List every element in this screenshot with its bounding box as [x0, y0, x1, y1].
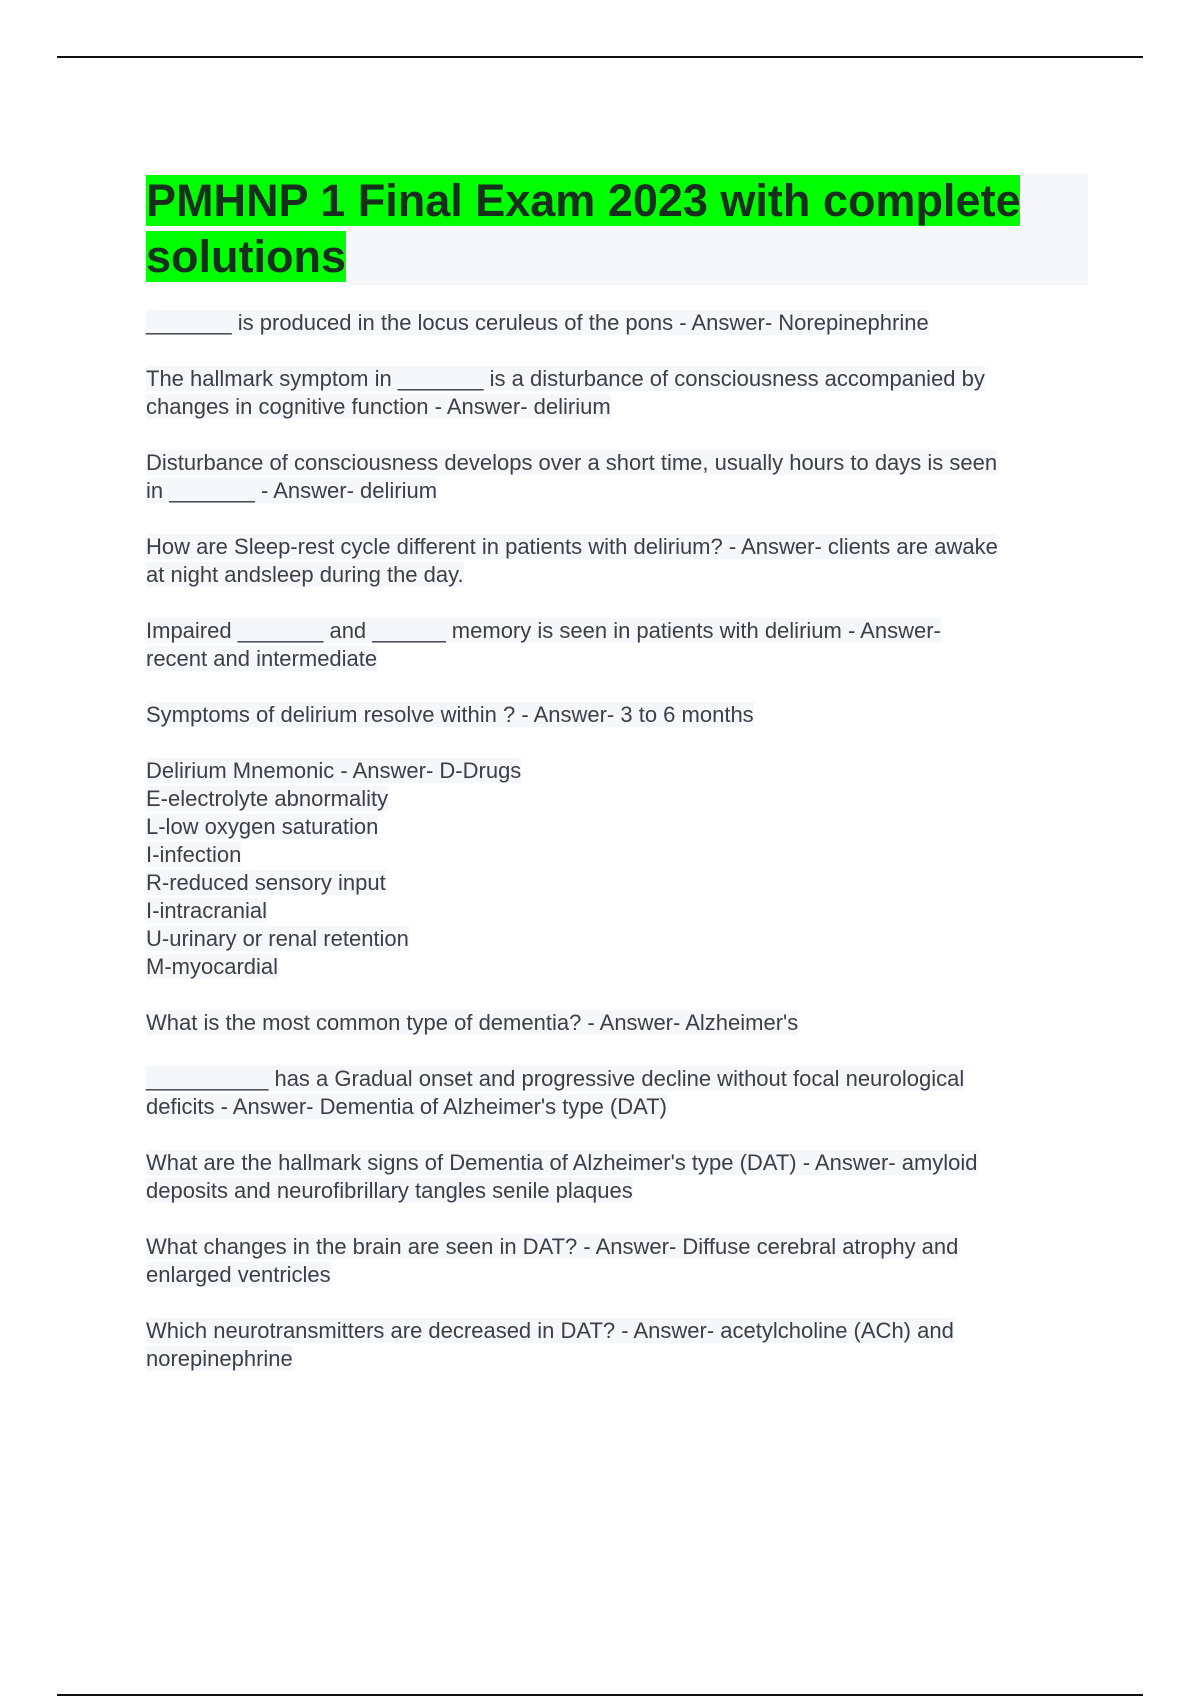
qa-text: __________ has a Gradual onset and progressive decline without focal neurological [146, 1066, 965, 1091]
qa-line [146, 617, 1088, 645]
qa-text: Impaired _______ and ______ memory is seen in patients with delirium - Answer- [146, 618, 941, 643]
qa-line [146, 1093, 1088, 1121]
qa-text: R-reduced sensory input [146, 870, 386, 895]
document-body [146, 173, 1088, 1401]
qa-text: What changes in the brain are seen in DAT? - Answer- Diffuse cerebral atrophy and [146, 1234, 959, 1259]
qa-entry [146, 1317, 1088, 1373]
qa-text: M-myocardial [146, 954, 279, 979]
qa-text: I-intracranial [146, 898, 268, 923]
qa-text: deposits and neurofibrillary tangles senile plaques [146, 1178, 633, 1203]
qa-entry [146, 1065, 1088, 1121]
qa-entry [146, 1233, 1088, 1289]
bottom-rule [57, 1694, 1143, 1696]
qa-text: in _______ - Answer- delirium [146, 478, 438, 503]
qa-line [146, 645, 1088, 673]
title-line-1: PMHNP 1 Final Exam 2023 with complete [146, 175, 1021, 226]
qa-text: enlarged ventricles [146, 1262, 331, 1287]
qa-entry [146, 365, 1088, 421]
qa-line [146, 1317, 1088, 1345]
qa-line [146, 309, 1088, 337]
qa-text: recent and intermediate [146, 646, 378, 671]
qa-text: deficits - Answer- Dementia of Alzheimer's type (DAT) [146, 1094, 667, 1119]
qa-line [146, 869, 1088, 897]
qa-line [146, 1345, 1088, 1373]
qa-line [146, 953, 1088, 981]
qa-line [146, 1149, 1088, 1177]
qa-text: Disturbance of consciousness develops over a short time, usually hours to days is seen [146, 450, 998, 475]
qa-text: What is the most common type of dementia? - Answer- Alzheimer's [146, 1010, 799, 1035]
qa-entry [146, 617, 1088, 673]
qa-text: The hallmark symptom in _______ is a disturbance of consciousness accompanied by [146, 366, 985, 391]
qa-text: U-urinary or renal retention [146, 926, 409, 951]
qa-text: Symptoms of delirium resolve within ? - Answer- 3 to 6 months [146, 702, 754, 727]
qa-text: changes in cognitive function - Answer- delirium [146, 394, 611, 419]
qa-line [146, 1233, 1088, 1261]
qa-text: Delirium Mnemonic - Answer- D-Drugs [146, 758, 522, 783]
qa-line [146, 841, 1088, 869]
qa-entry [146, 533, 1088, 589]
qa-entry [146, 1009, 1088, 1037]
page-title [146, 173, 1088, 285]
title-block [146, 173, 1088, 285]
qa-line [146, 701, 1088, 729]
qa-line [146, 477, 1088, 505]
qa-line [146, 393, 1088, 421]
qa-entry [146, 701, 1088, 729]
qa-line [146, 1009, 1088, 1037]
qa-line [146, 1261, 1088, 1289]
qa-entry [146, 449, 1088, 505]
qa-line [146, 897, 1088, 925]
qa-text: How are Sleep-rest cycle different in patients with delirium? - Answer- clients are awake [146, 534, 998, 559]
qa-entry [146, 309, 1088, 337]
qa-line [146, 1177, 1088, 1205]
qa-line [146, 757, 1088, 785]
qa-line [146, 925, 1088, 953]
qa-line [146, 785, 1088, 813]
qa-line [146, 561, 1088, 589]
qa-line [146, 1065, 1088, 1093]
qa-entry [146, 757, 1088, 981]
qa-text: I-infection [146, 842, 242, 867]
qa-text: norepinephrine [146, 1346, 293, 1371]
qa-entry [146, 1149, 1088, 1205]
qa-line [146, 813, 1088, 841]
title-line-2: solutions [146, 231, 346, 282]
qa-text: at night andsleep during the day. [146, 562, 464, 587]
qa-text: _______ is produced in the locus ceruleus of the pons - Answer- Norepinephrine [146, 310, 929, 335]
qa-list [146, 309, 1088, 1373]
top-rule [57, 56, 1143, 58]
qa-text: Which neurotransmitters are decreased in DAT? - Answer- acetylcholine (ACh) and [146, 1318, 954, 1343]
qa-text: What are the hallmark signs of Dementia of Alzheimer's type (DAT) - Answer- amyloid [146, 1150, 978, 1175]
qa-line [146, 449, 1088, 477]
qa-line [146, 533, 1088, 561]
qa-text: E-electrolyte abnormality [146, 786, 389, 811]
qa-text: L-low oxygen saturation [146, 814, 379, 839]
qa-line [146, 365, 1088, 393]
